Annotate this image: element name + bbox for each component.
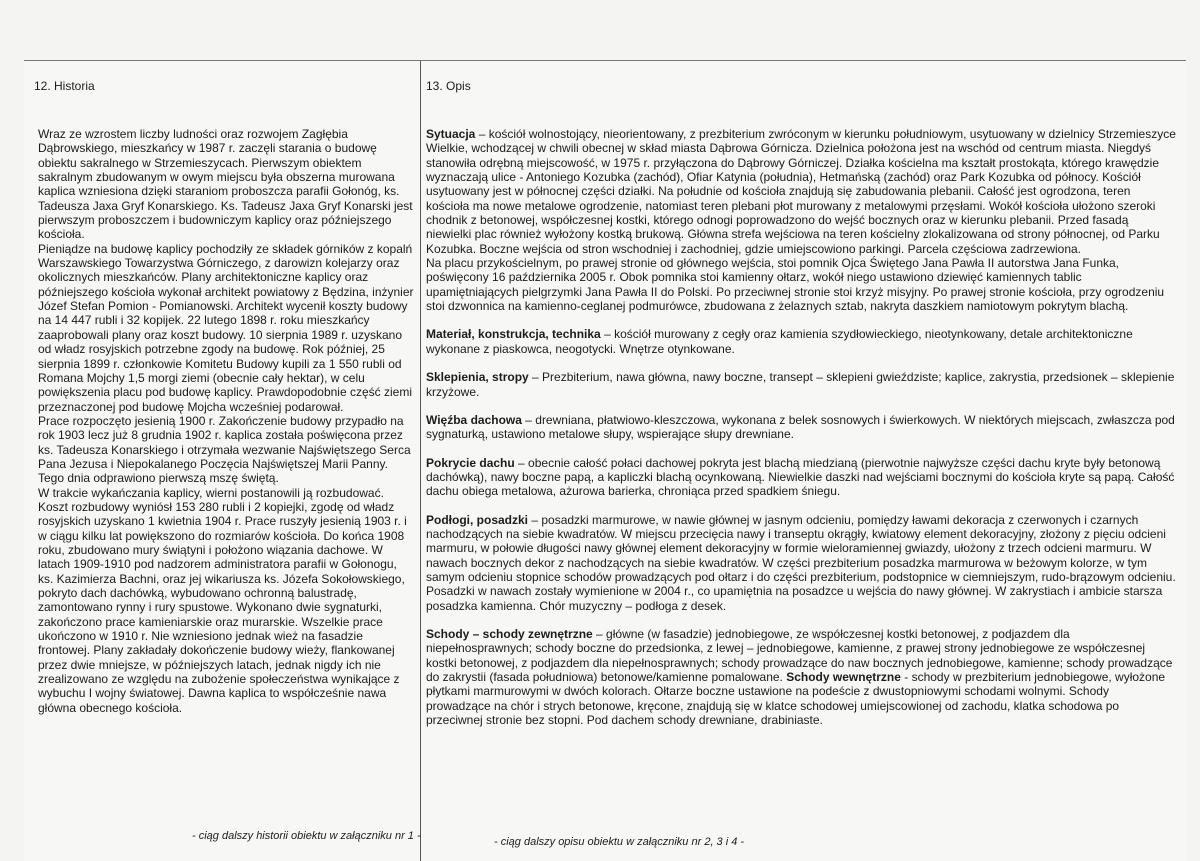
- section-text: – główne (w fasadzie) jednobiegowe, ze współczesnej kostki betonowej, z podjazdem dla niepełnosprawnych; schody boczne do przedsionka, z lewej – jednobiegowe, kamienne, z prawej strony jednobiegowe ze współczesnej kostki betonowej, z podjazdem dla niepełnosprawnych; schody prowadzące do naw bocznych jednobiegowe, kamienne; schody prowadzące do zakrystii (fasada południowa) betonowe/kamienne pomalowane.: [426, 626, 1173, 684]
- section-material: [426, 327, 1176, 356]
- history-footer-note: - ciąg dalszy historii obiektu w załączniku nr 1 -: [192, 830, 421, 842]
- section-label: Więźba dachowa: [426, 412, 522, 427]
- section-text: – Prezbiterium, nawa główna, nawy boczne, transept – sklepieni gwieździste; kaplice, zakrystia, przedsionek – sklepienie krzyżowe.: [426, 370, 1175, 399]
- description-column: [426, 61, 1178, 728]
- description-heading: 13. Opis: [426, 79, 471, 93]
- history-text: [38, 127, 414, 715]
- section-label: Sytuacja: [426, 127, 476, 141]
- column-divider: [420, 61, 421, 861]
- section-text: – kościół murowany z cegły oraz kamienia szydłowieckiego, nieotynkowany, detale architektoniczne wykonane z piaskowca, neogotycki. Wnętrze otynkowane.: [426, 327, 1133, 356]
- section-label: Pokrycie dachu: [426, 455, 515, 470]
- section-text: – kościół wolnostojący, nieorientowany, z prezbiterium zwróconym w kierunku południowym, usytuowany w dzielnicy Strzemieszyce Wielkie, wchodzącej w chwili obecnej w skład miasta Dąbrowa Górnicza. Dzielnica położona jest na wschód od centrum miasta. Niegdyś stanowiła odrębną miejscowość, w 1975 r. przyłączona do Dąbrowy Górniczej. Działka kościelna ma kształt prostokąta, którego krawędzie wyznaczają ulice - Antoniego Kozubka (zachód), Ofiar Katynia (południa), Hetmańską (zachód) oraz Park Kozubka od północy. Kościół usytuowany jest w północnej części działki. Na południe od kościoła znajdują się zabudowania plebanii. Całość jest ogrodzona, teren kościoła ma nowe metalowe ogrodzenie, natomiast teren plebani płot murowany z metalowymi przęsłami. Wokół kościoła ułożono szeroki chodnik z betonowej, współczesnej kostki, którego odnogi poprowadzono do wejść bocznych oraz w kierunku plebanii. Przed fasadą niewielki plac również wyłożony kostką brukową. Główna strefa wejściowa na teren kościelny zlokalizowana od strony północnej, od Parku Kozubka. Boczne wejścia od stron wschodniej i zachodniej, gdzie umiejscowiono parkingi. Parcela częściowa zadrzewiona.: [426, 127, 1176, 256]
- section-sytuacja: [426, 127, 1176, 313]
- history-column: [34, 61, 414, 715]
- section-label: Schody wewnętrzne: [786, 670, 901, 684]
- section-label: Podłogi, posadzki: [426, 512, 529, 527]
- history-paragraph: Prace rozpoczęto jesienią 1900 r. Zakończenie budowy przypadło na rok 1903 lecz już 8 grudnia 1902 r. kaplica została poświęcona przez ks. Tadeusza Konarskiego i otrzymała wezwanie Najświętszego Serca Pana Jezusa i Niepokalanego Poczęcia Najświętszej Marii Panny. Tego dnia odprawiono pierwszą mszę świętą.: [38, 413, 411, 486]
- section-label: Materiał, konstrukcja, technika: [426, 327, 601, 342]
- section-label: Sklepienia, stropy: [426, 370, 529, 385]
- description-text: [426, 127, 1176, 741]
- section-text: - schody w prezbiterium jednobiegowe, wyłożone płytkami marmurowymi w dwóch kolorach. Ołtarze boczne ustawione na podeście z dwustopniowymi schodami wolnymi. Schody prowadzące na chór i strych betonowe, kręcone, znajdują się w klatce schodowej umiejscowionej od zachodu, klatka schodowa po przeciwnej stronie bez stopni. Pod dachem schody drewniane, drabiniaste.: [426, 670, 1166, 728]
- section-podlogi: [426, 513, 1176, 613]
- section-schody: [426, 627, 1176, 727]
- history-paragraph: W trakcie wykańczania kaplicy, wierni postanowili ją rozbudować. Koszt rozbudowy wyniósł 153 280 rubli i 2 kopiejki, zgodę od władz rosyjskich uzyskano 1 kwietnia 1904 r. Prace ruszyły jesienią 1903 r. i w ciągu kilku lat powiększono do rozmiarów kościoła. Do końca 1908 roku, zbudowano mury świątyni i położono wiązania dachowe. W latach 1909-1910 pod nadzorem administratora parafii w Gołonogu, ks. Kazimierza Bachni, oraz jej wikariusza ks. Józefa Sokołowskiego, pokryto dach dachówką, wybudowano ochronną balustradę, zamontowano rynny i rury spustowe. Wykonano dwie sygnaturki, zakończono prace kamieniarskie oraz murarskie. Wszelkie prace ukończono w 1910 r. Nie wzniesiono jednak wież na fasadzie frontowej. Plany zakładały dokończenie budowy wieży, flankowanej przez dwie mniejsze, w późniejszych latach, jednak nigdy ich nie zrealizowano ze względu na zubożenie społeczeństwa wynikające z wybuchu I wojny światowej. Dawna kaplica to współcześnie nawa główna obecnego kościoła.: [38, 485, 407, 715]
- section-label: Schody – schody zewnętrzne: [426, 626, 593, 641]
- section-wiezba: [426, 413, 1176, 442]
- section-pokrycie: [426, 456, 1176, 499]
- history-paragraph: Pieniądze na budowę kaplicy pochodziły ze składek górników z kopalń Warszawskiego Towarzystwa Górniczego, z darowizn kolejarzy oraz okolicznych mieszkańców. Plany architektoniczne kaplicy oraz późniejszego kościoła wykonał architekt powiatowy z Będzina, inżynier Józef Stefan Pomion - Pomianowski. Architekt wycenił koszty budowy na 14 447 rubli i 32 kopijek. 22 lutego 1898 r. roku mieszkańcy zaaprobowali plany oraz koszt budowy. 10 sierpnia 1989 r. uzyskano od władz rosyjskich potrzebne zgody na budowę. Rok później, 25 sierpnia 1899 r. członkowie Komitetu Budowy kupili za 1 550 rubli od Romana Mojchy 1,5 morgi ziemi (obecnie cały hektar), w celu powiększenia placu pod budowę kaplicy. Prawdopodobnie część ziemi przeznaczonej pod budowę Mojcha wcześniej podarował.: [38, 241, 414, 414]
- section-text: – drewniana, płatwiowo-kleszczowa, wykonana z belek sosnowych i świerkowych. W niektórych miejscach, zwłaszcza pod sygnaturką, ustawiono metalowe słupy, wspierające słupy drewniane.: [426, 412, 1175, 442]
- section-text: – obecnie całość połaci dachowej pokryta jest blachą miedzianą (pierwotnie najwyższe części dachu kryte były betonową dachówką), nawy boczne papą, a kapliczki blachą ocynkowaną. Niewielkie daszki nad wejściami bocznymi do kościoła kryte są papą. Całość dachu obiega metalowa, ażurowa barierka, chroniąca przed spadkiem śniegu.: [426, 455, 1175, 499]
- history-heading: 12. Historia: [34, 79, 95, 93]
- history-paragraph: Wraz ze wzrostem liczby ludności oraz rozwojem Zagłębia Dąbrowskiego, mieszkańcy w 1987 r. zaczęli starania o budowę obiektu sakralnego w Strzemieszycach. Pierwszym obiektem sakralnym zbudowanym w owym miejscu była obszerna murowana kaplica wzniesiona dzięki staraniom proboszcza parafii Gołonóg, ks. Tadeusza Jaxa Gryf Konarskiego. Ks. Tadeusz Jaxa Gryf Konarski jest pierwszym proboszczem i budowniczym kaplicy oraz późniejszego kościoła.: [38, 127, 413, 242]
- document-page: [24, 60, 1186, 861]
- description-footer-note: - ciąg dalszy opisu obiektu w załączniku nr 2, 3 i 4 -: [494, 836, 745, 848]
- section-text: Na placu przykościelnym, po prawej stronie od głównego wejścia, stoi pomnik Ojca Świętego Jana Pawła II autorstwa Jana Funka, poświęcony 16 października 2005 r. Obok pomnika stoi kamienny ołtarz, wokół niego ustawiono dziewięć kamiennych tablic upamiętniających pielgrzymki Jana Pawła II do Polski. Po przeciwnej stronie stoi krzyż misyjny. Po prawej stronie kościoła, przy ogrodzeniu stoi dzwonnica na kamienno-ceglanej podmurówce, zbudowana z żelaznych sztab, nakryta daszkiem namiotowym pokrytym blachą.: [426, 256, 1165, 314]
- section-text: – posadzki marmurowe, w nawie głównej w jasnym odcieniu, pomiędzy ławami dekoracja z czerwonych i czarnych nachodzących na siebie kwadratów. W miejscu przecięcia nawy i transeptu okrągły, kwiatowy element dekoracyjny, złożony z pięciu odcieni marmuru, w połowie długości nawy głównej element dekoracyjny w formie wieloramiennej gwiazdy, ułożony z trzech odcieni marmuru. W nawach bocznych dekor z nachodzących na siebie kwadratów. W części prezbiterium posadzka marmurowa w beżowym kolorze, w tym samym odcieniu stopnice schodów prowadzących pod ołtarz i do części prezbiterium, podstopnice w ciemniejszym, rudo-brązowym odcieniu. Posadzki w nawach zostały wymienione w 2004 r., co upamiętnia na posadzce u wejścia do nawy głównej. W zakrystiach i ambicie starsza posadzka kamienna. Chór muzyczny – podłoga z desek.: [426, 512, 1176, 613]
- section-sklepienia: [426, 370, 1176, 399]
